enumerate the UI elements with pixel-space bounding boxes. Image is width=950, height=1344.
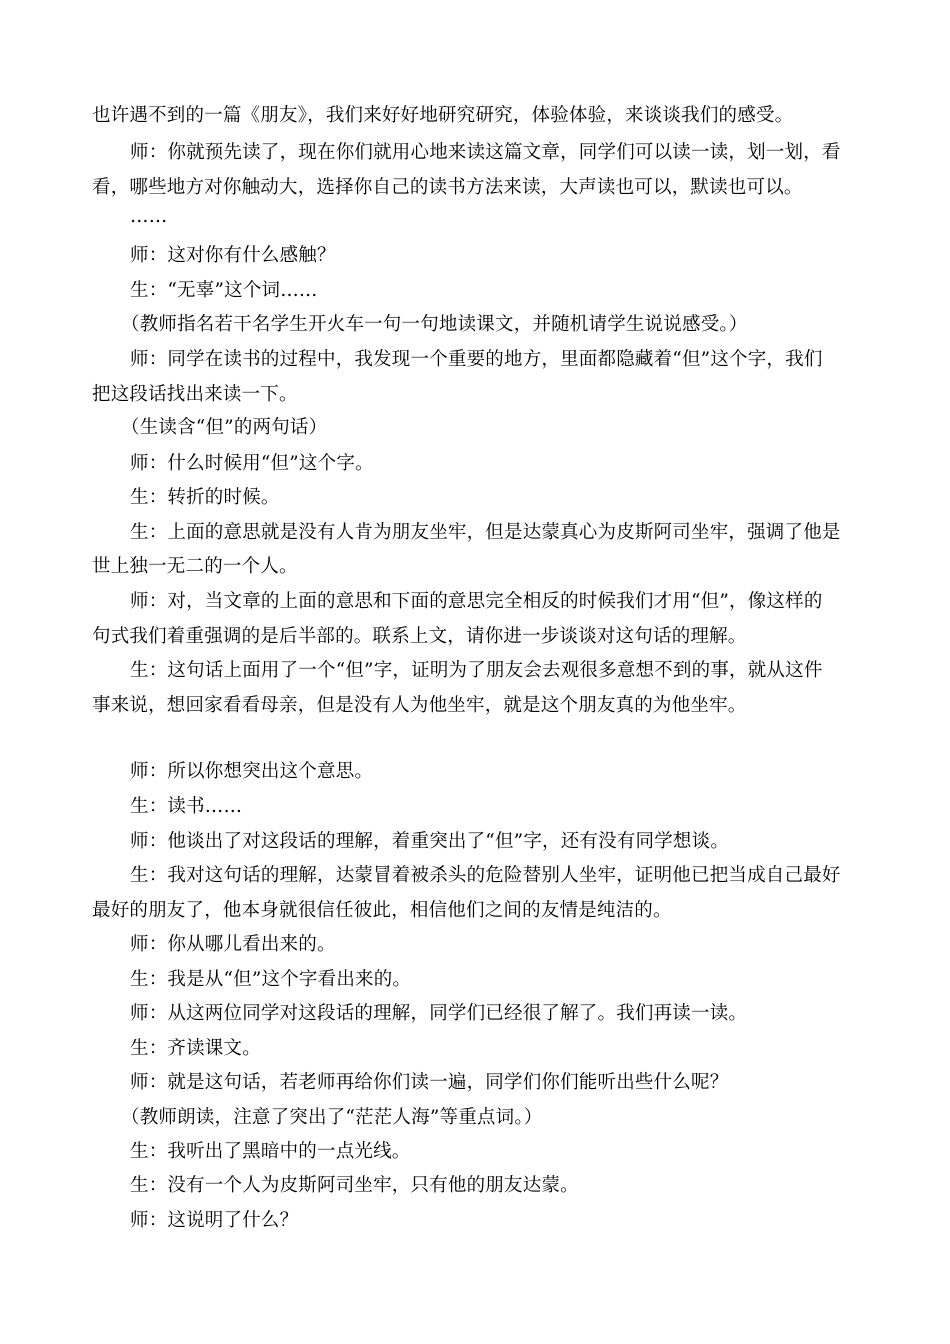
text-line: 师：就是这句话，若老师再给你们读一遍，同学们你们能听出些什么呢？: [130, 1072, 729, 1093]
text-line: 师：从这两位同学对这段话的理解，同学们已经很了解了。我们再读一读。: [130, 1003, 748, 1024]
text-line: 生：我听出了黑暗中的一点光线。: [130, 1141, 411, 1162]
text-line: 把这段话找出来读一下。: [92, 384, 298, 405]
text-line: （教师朗读，注意了突出了“茫茫人海”等重点词。）: [121, 1107, 543, 1128]
text-line: 生：“无辜”这个词……: [130, 280, 318, 301]
text-line: 生：这句话上面用了一个“但”字，证明为了朋友会去观很多意想不到的事，就从这件: [130, 660, 823, 681]
text-line: 也许遇不到的一篇《朋友》，我们来好好地研究研究，体验体验，来谈谈我们的感受。: [92, 105, 794, 126]
text-line: 事来说，想回家看看母亲，但是没有人为他坐牢，就是这个朋友真的为他坐牢。: [92, 695, 747, 716]
text-line: 生：上面的意思就是没有人肯为朋友坐牢，但是达蒙真心为皮斯阿司坐牢，强调了他是: [130, 522, 841, 543]
text-line: 师：什么时候用“但”这个字。: [130, 453, 374, 474]
text-line: 师：这说明了什么？: [130, 1210, 299, 1231]
text-line: 生：转折的时候。: [130, 487, 280, 508]
text-line: 世上独一无二的一个人。: [92, 556, 298, 577]
text-line: 看，哪些地方对你触动大，选择你自己的读书方法来读，大声读也可以，默读也可以。: [92, 177, 803, 198]
text-line: ……: [130, 206, 168, 227]
text-line: 生：我对这句话的理解，达蒙冒着被杀头的危险替别人坐牢，证明他已把当成自己最好: [130, 865, 841, 886]
text-line: （教师指名若干名学生开火车一句一句地读课文，并随机请学生说说感受。）: [121, 314, 748, 335]
text-line: 师：你从哪儿看出来的。: [130, 934, 336, 955]
text-line: （生读含“但”的两句话）: [121, 417, 328, 438]
text-line: 师：他谈出了对这段话的理解，着重突出了“但”字，还有没有同学想谈。: [130, 831, 730, 852]
text-line: 生：齐读课文。: [130, 1038, 261, 1059]
text-line: 师：这对你有什么感触？: [130, 245, 336, 266]
text-line: 最好的朋友了，他本身就很信任彼此，相信他们之间的友情是纯洁的。: [92, 900, 672, 921]
text-line: 师：你就预先读了，现在你们就用心地来读这篇文章，同学们可以读一读，划一划，看: [130, 142, 841, 163]
text-line: 生：读书……: [130, 796, 243, 817]
text-line: 师：对，当文章的上面的意思和下面的意思完全相反的时候我们才用“但”，像这样的: [130, 591, 823, 612]
text-line: 师：所以你想突出这个意思。: [130, 761, 374, 782]
text-line: 句式我们着重强调的是后半部的。联系上文，请你进一步谈谈对这句话的理解。: [92, 626, 747, 647]
text-line: 生：没有一个人为皮斯阿司坐牢，只有他的朋友达蒙。: [130, 1175, 579, 1196]
text-line: 生：我是从“但”这个字看出来的。: [130, 969, 412, 990]
text-line: 师：同学在读书的过程中，我发现一个重要的地方，里面都隐藏着“但”这个字，我们: [130, 349, 823, 370]
